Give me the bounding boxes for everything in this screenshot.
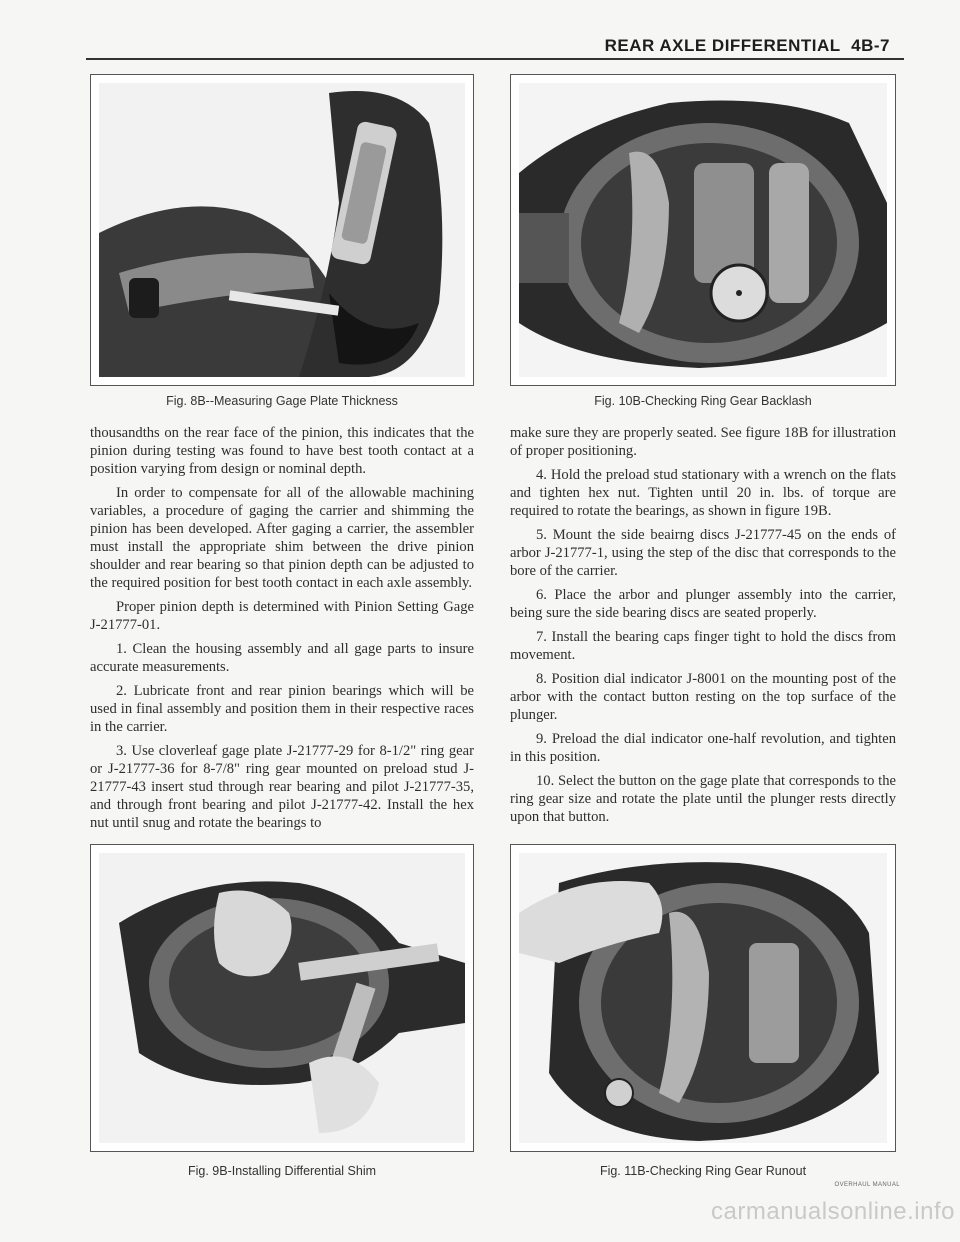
shim-install-photo xyxy=(99,853,465,1143)
page-number: 4B-7 xyxy=(851,36,890,55)
right-paragraph: 5. Mount the side beairng discs J-21777-45 on the ends of arbor J-21777-1, using the step of the disc that corresponds to the bore of the carrier. xyxy=(510,527,896,579)
header-rule xyxy=(86,58,904,60)
right-paragraph: 7. Install the bearing caps finger tight to hold the discs from movement. xyxy=(510,629,896,663)
backlash-photo xyxy=(519,83,887,377)
figure-11b-caption: Fig. 11B-Checking Ring Gear Runout xyxy=(599,1164,807,1178)
micrometer-photo xyxy=(99,83,465,377)
left-paragraph: 2. Lubricate front and rear pinion bearings which will be used in final assembly and position them in their respective races in the carrier. xyxy=(90,683,474,735)
manual-label: OVERHAUL MANUAL xyxy=(834,1182,900,1188)
left-paragraph: Proper pinion depth is determined with Pinion Setting Gage J-21777-01. xyxy=(90,599,474,633)
figure-8b-caption: Fig. 8B--Measuring Gage Plate Thickness xyxy=(166,394,398,408)
figure-11b-photo xyxy=(510,844,896,1152)
left-paragraph: 1. Clean the housing assembly and all gage parts to insure accurate measurements. xyxy=(90,641,474,675)
figure-10b-photo xyxy=(510,74,896,386)
site-watermark: carmanualsonline.info xyxy=(711,1198,955,1225)
right-paragraph: 9. Preload the dial indicator one-half revolution, and tighten in this position. xyxy=(510,731,896,765)
left-paragraph: thousandths on the rear face of the pinion, this indicates that the pinion during testing was found to have best tooth contact at a position varying from design or nominal depth. xyxy=(90,425,474,477)
left-text-column xyxy=(90,424,474,838)
right-paragraph: 10. Select the button on the gage plate that corresponds to the ring gear size and rotate the plate until the plunger rests directly upon that button. xyxy=(510,773,896,825)
header-title: REAR AXLE DIFFERENTIAL xyxy=(604,36,841,55)
left-paragraph: 3. Use cloverleaf gage plate J-21777-29 for 8-1/2" ring gear or J-21777-36 for 8-7/8" ring gear mounted on preload stud J-21777-43 insert stud through rear bearing and pilot J-21777-35, and through front bearing and pilot J-21777-42. Install the hex nut until snug and rotate the bearings to xyxy=(90,743,474,831)
right-text-column xyxy=(510,424,896,832)
left-paragraph: In order to compensate for all of the allowable machining variables, a procedure of gaging the carrier and shimming the pinion has been developed. After gaging a carrier, the assembler must install the appropriate shim between the drive pinion shoulder and rear bearing so that pinion depth can be adjusted to the required position for best tooth contact in each axle assembly. xyxy=(90,485,474,591)
right-paragraph: 4. Hold the preload stud stationary with a wrench on the flats and tighten hex nut. Tighten until 20 in. lbs. of torque are required to rotate the bearings, as shown in figure 19B. xyxy=(510,467,896,519)
right-paragraph: 6. Place the arbor and plunger assembly into the carrier, being sure the side bearing discs are seated properly. xyxy=(510,587,896,621)
figure-9b-caption: Fig. 9B-Installing Differential Shim xyxy=(187,1164,377,1178)
page-header xyxy=(560,36,890,56)
runout-photo xyxy=(519,853,887,1143)
figure-9b-photo xyxy=(90,844,474,1152)
right-paragraph: make sure they are properly seated. See figure 18B for illustration of proper positioning. xyxy=(510,425,896,459)
right-paragraph: 8. Position dial indicator J-8001 on the mounting post of the arbor with the contact button resting on the top surface of the plunger. xyxy=(510,671,896,723)
figure-10b-caption: Fig. 10B-Checking Ring Gear Backlash xyxy=(594,394,812,408)
figure-8b-photo xyxy=(90,74,474,386)
